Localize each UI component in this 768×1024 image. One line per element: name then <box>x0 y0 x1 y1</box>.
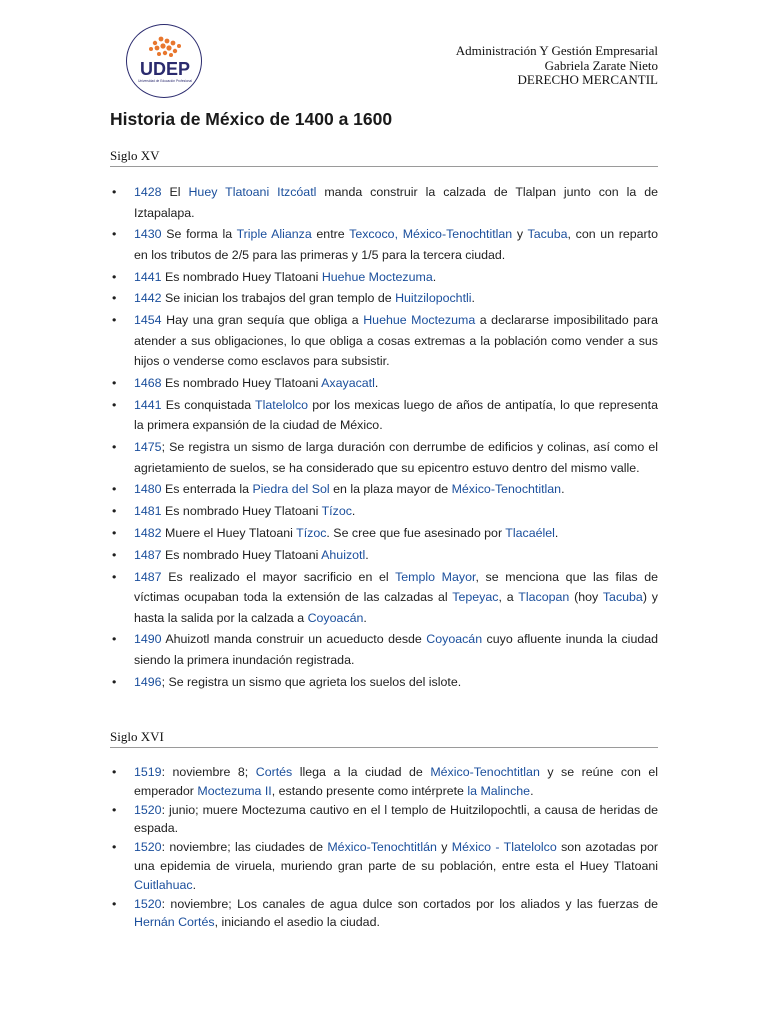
entry-text: a declararse imposibilitado para atender a sus obligaciones, lo que obliga a cosas extremas a la población como vender a sus hijos o venderse como esclavos para subsistir. <box>134 313 658 369</box>
entry-link[interactable]: Templo Mayor <box>395 569 476 584</box>
entry-link[interactable]: Huehue Moctezuma <box>321 269 433 284</box>
entry-link[interactable]: Tepeyac <box>452 590 499 605</box>
entry-link[interactable]: 1520 <box>134 840 162 855</box>
entry-text: . <box>530 783 534 798</box>
entry-text: Es nombrado Huey Tlatoani <box>161 269 322 284</box>
entry-text: : noviembre; las ciudades de <box>161 840 328 855</box>
entry-link[interactable]: 1475 <box>134 440 162 455</box>
entry-link[interactable]: Texcoco, México-Tenochtitlan <box>349 227 513 242</box>
timeline-entry <box>110 763 658 801</box>
entry-link[interactable]: Huey Tlatoani Itzcóatl <box>188 185 317 199</box>
udep-logo <box>126 24 202 98</box>
entry-link[interactable]: 1519 <box>134 765 162 779</box>
entry-text: Es nombrado Huey Tlatoani <box>161 375 322 390</box>
entry-link[interactable]: México-Tenochtitlan <box>451 482 562 497</box>
entry-text: son azotadas por una epidemia de viruela, muriendo gran parte de su población, entre esta el Huey Tlatoani <box>134 840 658 873</box>
entry-text: , se menciona que las filas de víctimas ocupaban toda la extensión de las calzadas al <box>134 569 658 605</box>
timeline-list-siglo-xv <box>110 182 658 693</box>
entry-link[interactable]: 1481 <box>134 504 162 519</box>
entry-link[interactable]: Tízoc <box>321 504 352 519</box>
entry-link[interactable]: Ahuizotl <box>321 547 366 562</box>
entry-text: : noviembre; Los canales de agua dulce son cortados por los aliados y las fuerzas de <box>161 896 658 911</box>
timeline-entry <box>110 838 658 894</box>
entry-text: El <box>161 185 189 199</box>
timeline-entry <box>110 479 658 500</box>
entry-link[interactable]: Huehue Moctezuma <box>363 313 476 328</box>
entry-link[interactable]: Tlacopan <box>518 590 570 605</box>
entry-link[interactable]: 1520 <box>134 802 162 817</box>
timeline-entry <box>110 567 658 629</box>
entry-text: manda construir la calzada de Tlalpan junto con la de Iztapalapa. <box>134 185 659 220</box>
entry-text: Es nombrado Huey Tlatoani <box>161 504 322 519</box>
entry-text: y <box>512 227 528 242</box>
entry-text: . <box>363 610 367 625</box>
entry-link[interactable]: México-Tenochtitlan <box>430 765 540 779</box>
entry-link[interactable]: 1482 <box>134 525 162 540</box>
entry-text: Ahuizotl manda construir un acueducto desde <box>161 632 427 647</box>
entry-text: . Se cree que fue asesinado por <box>326 525 506 540</box>
entry-text: Es enterrada la <box>161 482 253 497</box>
entry-link[interactable]: Axayacatl <box>321 375 375 390</box>
entry-text: y <box>436 840 452 855</box>
entry-link[interactable]: Tízoc <box>296 525 327 540</box>
timeline-entry <box>110 629 658 670</box>
entry-link[interactable]: 1430 <box>134 227 162 242</box>
entry-text: y se reúne con el emperador <box>134 765 658 798</box>
entry-link[interactable]: 1496 <box>134 674 162 689</box>
entry-link[interactable]: 1468 <box>134 375 162 390</box>
header-course: DERECHO MERCANTIL <box>517 72 658 87</box>
entry-text: . <box>471 291 475 306</box>
entry-text: Hay una gran sequía que obliga a <box>161 313 364 328</box>
timeline-entry <box>110 373 658 394</box>
timeline-entry <box>110 267 658 288</box>
timeline-list-siglo-xvi <box>110 763 658 932</box>
entry-text: . <box>374 375 379 390</box>
timeline-entry <box>110 672 658 693</box>
logo-subtext: Universidad de Educación Profesional <box>138 79 192 83</box>
entry-link[interactable]: Cortés <box>255 765 293 779</box>
entry-text: . <box>192 877 197 892</box>
header-student-name: Gabriela Zarate Nieto <box>544 57 658 73</box>
timeline-entry <box>110 545 658 566</box>
entry-text: . <box>561 482 565 497</box>
entry-text: ; Se registra un sismo que agrieta los suelos del islote. <box>161 674 462 689</box>
entry-link[interactable]: Coyoacán <box>307 610 364 625</box>
entry-text: Muere el Huey Tlatoani <box>161 525 297 540</box>
document-header <box>456 44 658 88</box>
timeline-entry <box>110 310 658 372</box>
entry-link[interactable]: 1454 <box>134 313 162 328</box>
page-title: Historia de México de 1400 a 1600 <box>110 109 393 129</box>
entry-link[interactable]: 1428 <box>134 185 162 199</box>
entry-link[interactable]: Tacuba <box>602 590 643 605</box>
entry-link[interactable]: la Malinche <box>467 783 531 798</box>
entry-text: por los mexicas luego de años de antipatía, lo que representa la primera expansión de la ciudad de México. <box>134 397 659 433</box>
entry-text: Se inician los trabajos del gran templo de <box>161 291 396 306</box>
entry-link[interactable]: 1480 <box>134 482 162 497</box>
header-program: Administración Y Gestión Empresarial <box>455 43 658 58</box>
entry-text: , a <box>498 590 519 605</box>
entry-text: ; Se registra un sismo de larga duración con derrumbe de edificios y colinas, así como el agrietamiento de suelos, se ha considerado que su epicentro estuvo dentro del mismo valle. <box>134 440 658 475</box>
entry-text: Es nombrado Huey Tlatoani <box>161 547 322 562</box>
timeline-entry <box>110 523 658 544</box>
entry-text: . <box>365 547 369 562</box>
entry-link[interactable]: Tlacaélel <box>505 525 555 540</box>
entry-link[interactable]: Moctezuma II <box>197 783 272 798</box>
entry-text: ) y hasta la salida por la calzada a <box>134 590 659 625</box>
entry-text: , estando presente como intérprete <box>271 783 468 798</box>
entry-text: llega a la ciudad de <box>292 765 431 779</box>
entry-link[interactable]: Hernán Cortés <box>134 915 215 930</box>
section-heading-siglo-xv: Siglo XV <box>110 148 658 167</box>
timeline-entry <box>110 182 658 223</box>
entry-link[interactable]: Tlatelolco <box>255 397 309 412</box>
entry-link[interactable]: 1520 <box>134 896 162 911</box>
logo-text: UDEP <box>139 59 191 79</box>
entry-link[interactable]: Piedra del Sol <box>252 482 330 497</box>
timeline-entry <box>110 224 658 265</box>
timeline-entry <box>110 895 658 933</box>
timeline-entry <box>110 288 658 309</box>
entry-text: . <box>351 504 356 519</box>
entry-text: entre <box>311 227 350 242</box>
entry-text: : noviembre 8; <box>161 765 256 779</box>
entry-text: , con un reparto en los tributos de 2/5 para las primeras y 1/5 para la tercera ciudad. <box>134 227 659 262</box>
entry-link[interactable]: 1441 <box>134 397 162 412</box>
entry-link[interactable]: Tacuba <box>527 227 568 242</box>
section-heading-siglo-xvi: Siglo XVI <box>110 729 658 748</box>
entry-link[interactable]: 1442 <box>134 291 162 306</box>
entry-text: , iniciando el asedio la ciudad. <box>214 915 380 930</box>
entry-link[interactable]: 1490 <box>134 632 162 647</box>
entry-text: en la plaza mayor de <box>329 482 452 497</box>
entry-text: Es realizado el mayor sacrificio en el <box>161 569 396 584</box>
entry-text: . <box>432 269 437 284</box>
entry-link[interactable]: Triple Alianza <box>236 227 312 242</box>
entry-link[interactable]: 1487 <box>134 569 162 584</box>
entry-text: Es conquistada <box>161 397 256 412</box>
entry-text: (hoy <box>569 590 603 605</box>
udep-logo-icon <box>127 25 203 99</box>
entry-link[interactable]: 1441 <box>134 269 162 284</box>
entry-link[interactable]: México-Tenochtitlán <box>327 840 437 855</box>
entry-text: : junio; muere Moctezuma cautivo en el l templo de Huitzilopochtli, a causa de heridas de espada. <box>134 802 658 836</box>
entry-link[interactable]: México - Tlatelolco <box>451 840 557 855</box>
entry-text: Se forma la <box>161 227 237 242</box>
timeline-entry <box>110 801 658 839</box>
entry-link[interactable]: Huitzilopochtli <box>395 291 472 306</box>
timeline-entry <box>110 437 658 478</box>
entry-link[interactable]: Coyoacán <box>426 632 483 647</box>
timeline-entry <box>110 395 658 436</box>
entry-text: cuyo afluente inunda la ciudad siendo la primera inundación registrada. <box>134 632 659 667</box>
entry-link[interactable]: 1487 <box>134 547 162 562</box>
timeline-entry <box>110 501 658 522</box>
entry-text: . <box>554 525 559 540</box>
entry-link[interactable]: Cuitlahuac <box>134 877 193 892</box>
